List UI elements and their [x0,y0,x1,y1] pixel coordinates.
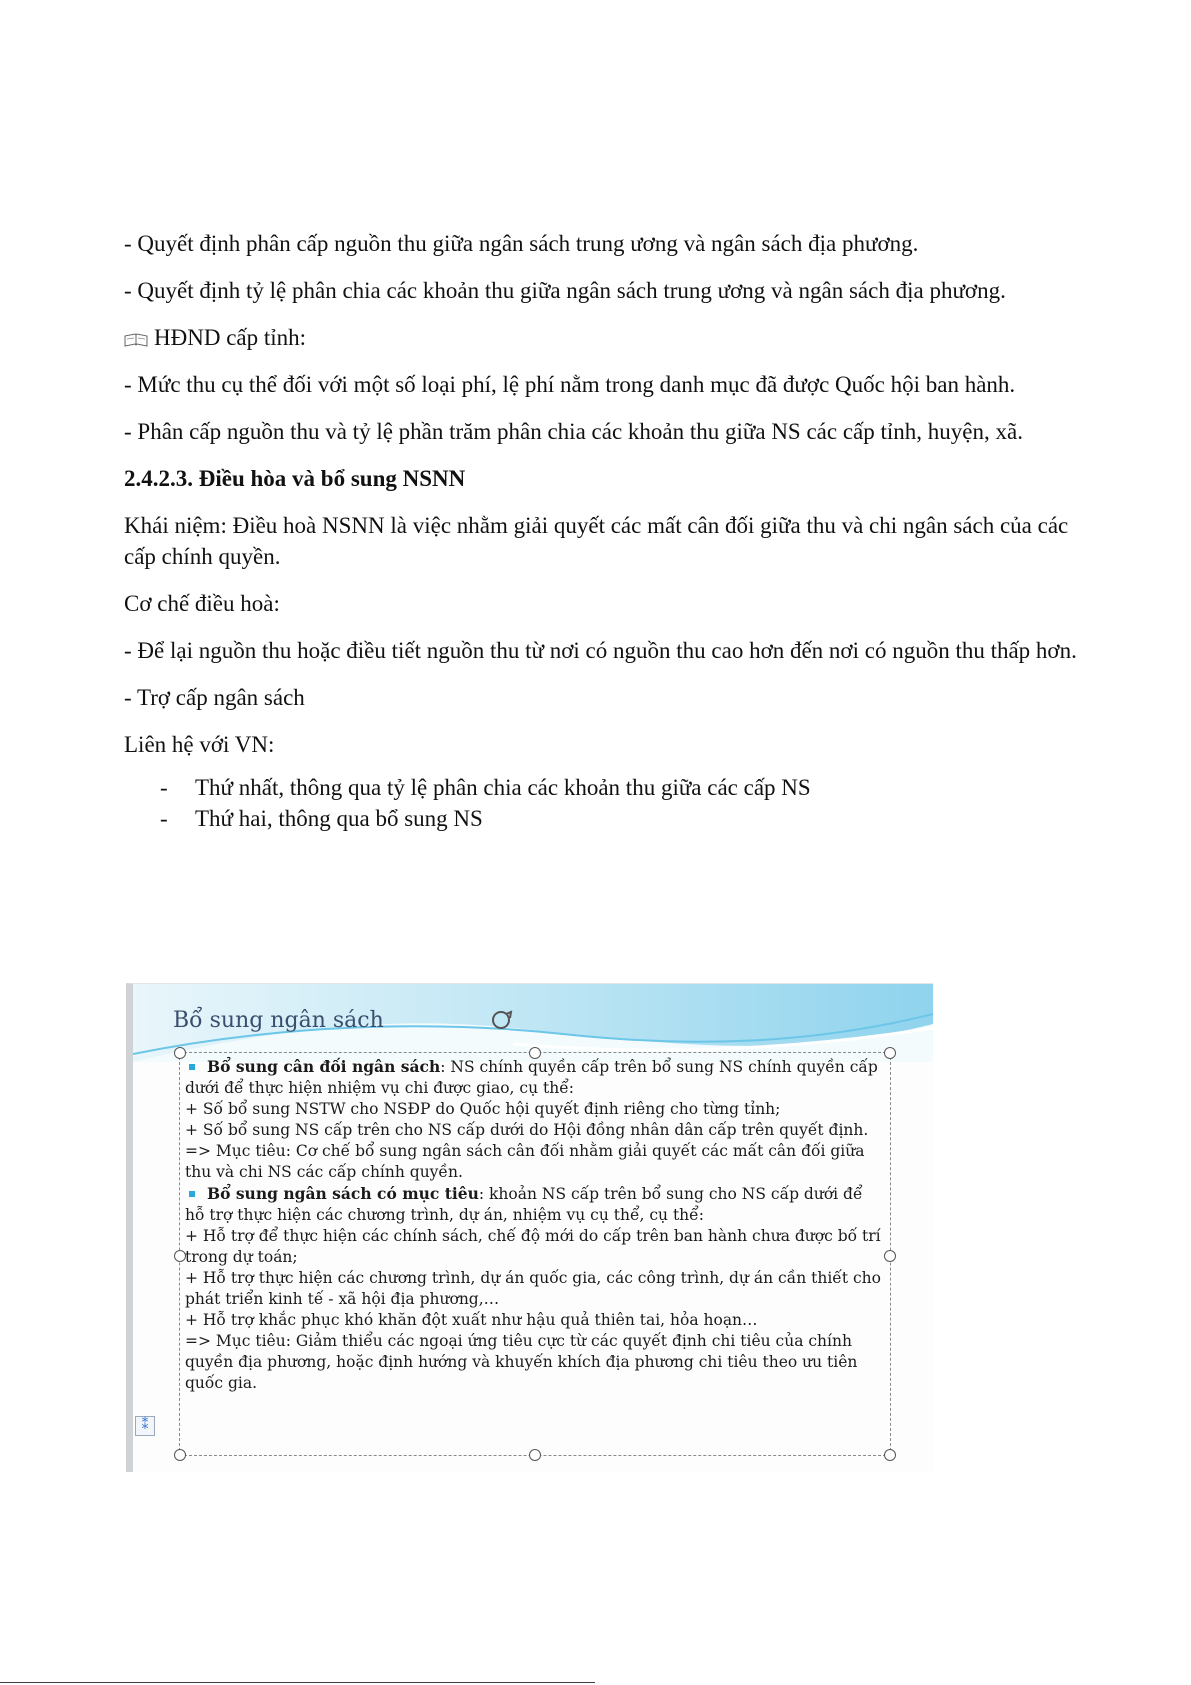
bullet-dash: - [160,775,168,800]
slide-paragraph: => Mục tiêu: Cơ chế bổ sung ngân sách cân đối nhằm giải quyết các mất cân đối giữa thu và chi NS các cấp chính quyền. [185,1142,865,1181]
paragraph: - Quyết định tỷ lệ phân chia các khoản thu giữa ngân sách trung ương và ngân sách địa phương. [124,278,1006,303]
hdnd-label: HĐND cấp tỉnh: [154,325,307,350]
slide-bold-term: Bổ sung cân đối ngân sách [207,1057,441,1076]
list-item [124,803,1084,834]
slide-bold-term: Bổ sung ngân sách có mục tiêu [207,1184,479,1203]
square-bullet-icon [189,1064,195,1070]
bullet-dash: - [160,806,168,831]
slide-paragraph: + Hỗ trợ để thực hiện các chính sách, chế độ mới do cấp trên ban hành chưa được bố trí trong dự toán; [185,1227,881,1266]
slide-paragraph: + Số bổ sung NS cấp trên cho NS cấp dưới do Hội đồng nhân dân cấp trên quyết định. [185,1121,869,1139]
anchor-icon[interactable]: ⁑ [135,1416,155,1436]
concept-paragraph: Khái niệm: Điều hoà NSNN là việc nhằm giải quyết các mất cân đối giữa thu và chi ngân sách của các cấp chính quyền. [124,513,1069,569]
slide-text: : khoản NS cấp trên bổ sung cho NS cấp dưới để hỗ trợ thực hiện các chương trình, dự án, nhiệm vụ cụ thể, cụ thể: [185,1185,863,1224]
slide-paragraph: + Số bổ sung NSTW cho NSĐP do Quốc hội quyết định riêng cho từng tỉnh; [185,1100,781,1118]
slide-paragraph: + Hỗ trợ khắc phục khó khăn đột xuất như hậu quả thiên tai, hỏa hoạn… [185,1311,758,1329]
resize-handle[interactable] [174,1449,186,1461]
embedded-slide-image [126,983,933,1472]
resize-handle[interactable] [529,1449,541,1461]
slide-paragraph: + Hỗ trợ thực hiện các chương trình, dự án quốc gia, các công trình, dự án cần thiết cho phát triển kinh tế - xã hội địa phương,… [185,1269,881,1308]
resize-handle[interactable] [884,1250,896,1262]
resize-handle[interactable] [884,1047,896,1059]
list-item-text: Thứ hai, thông qua bổ sung NS [195,806,483,831]
vn-label: Liên hệ với VN: [124,732,275,757]
paragraph: - Quyết định phân cấp nguồn thu giữa ngân sách trung ương và ngân sách địa phương. [124,231,919,256]
list-item-text: Thứ nhất, thông qua tỷ lệ phân chia các khoản thu giữa các cấp NS [195,775,811,800]
paragraph: - Để lại nguồn thu hoặc điều tiết nguồn thu từ nơi có nguồn thu cao hơn đến nơi có nguồn thu thấp hơn. [124,638,1077,663]
slide-title: Bổ sung ngân sách [173,1008,384,1033]
paragraph: - Phân cấp nguồn thu và tỷ lệ phần trăm phân chia các khoản thu giữa NS các cấp tỉnh, huyện, xã. [124,419,1023,444]
paragraph: - Mức thu cụ thể đối với một số loại phí, lệ phí nằm trong danh mục đã được Quốc hội ban hành. [124,372,1016,397]
slide-paragraph [185,1056,885,1099]
book-icon [124,333,148,347]
hdnd-heading [124,322,1084,353]
slide-textbox[interactable] [185,1056,885,1394]
rotate-handle-icon [489,1008,515,1032]
list-item [124,772,1084,803]
footer-divider [0,1682,595,1683]
vn-bullet-list [124,772,1084,834]
resize-handle[interactable] [884,1449,896,1461]
slide-text: : NS chính quyền cấp trên bổ sung NS chính quyền cấp dưới để thực hiện nhiệm vụ chi được giao, cụ thể: [185,1058,878,1097]
mechanism-label: Cơ chế điều hoà: [124,591,280,616]
document-body [124,228,1084,834]
section-heading: 2.4.2.3. Điều hòa và bổ sung NSNN [124,466,466,491]
slide-paragraph [185,1183,885,1226]
square-bullet-icon [189,1191,195,1197]
slide-paragraph: => Mục tiêu: Giảm thiểu các ngoại ứng tiêu cực từ các quyết định chi tiêu của chính quyền địa phương, hoặc định hướng và khuyến khích địa phương chi tiêu theo ưu tiên quốc gia. [185,1332,858,1392]
paragraph: - Trợ cấp ngân sách [124,685,305,710]
